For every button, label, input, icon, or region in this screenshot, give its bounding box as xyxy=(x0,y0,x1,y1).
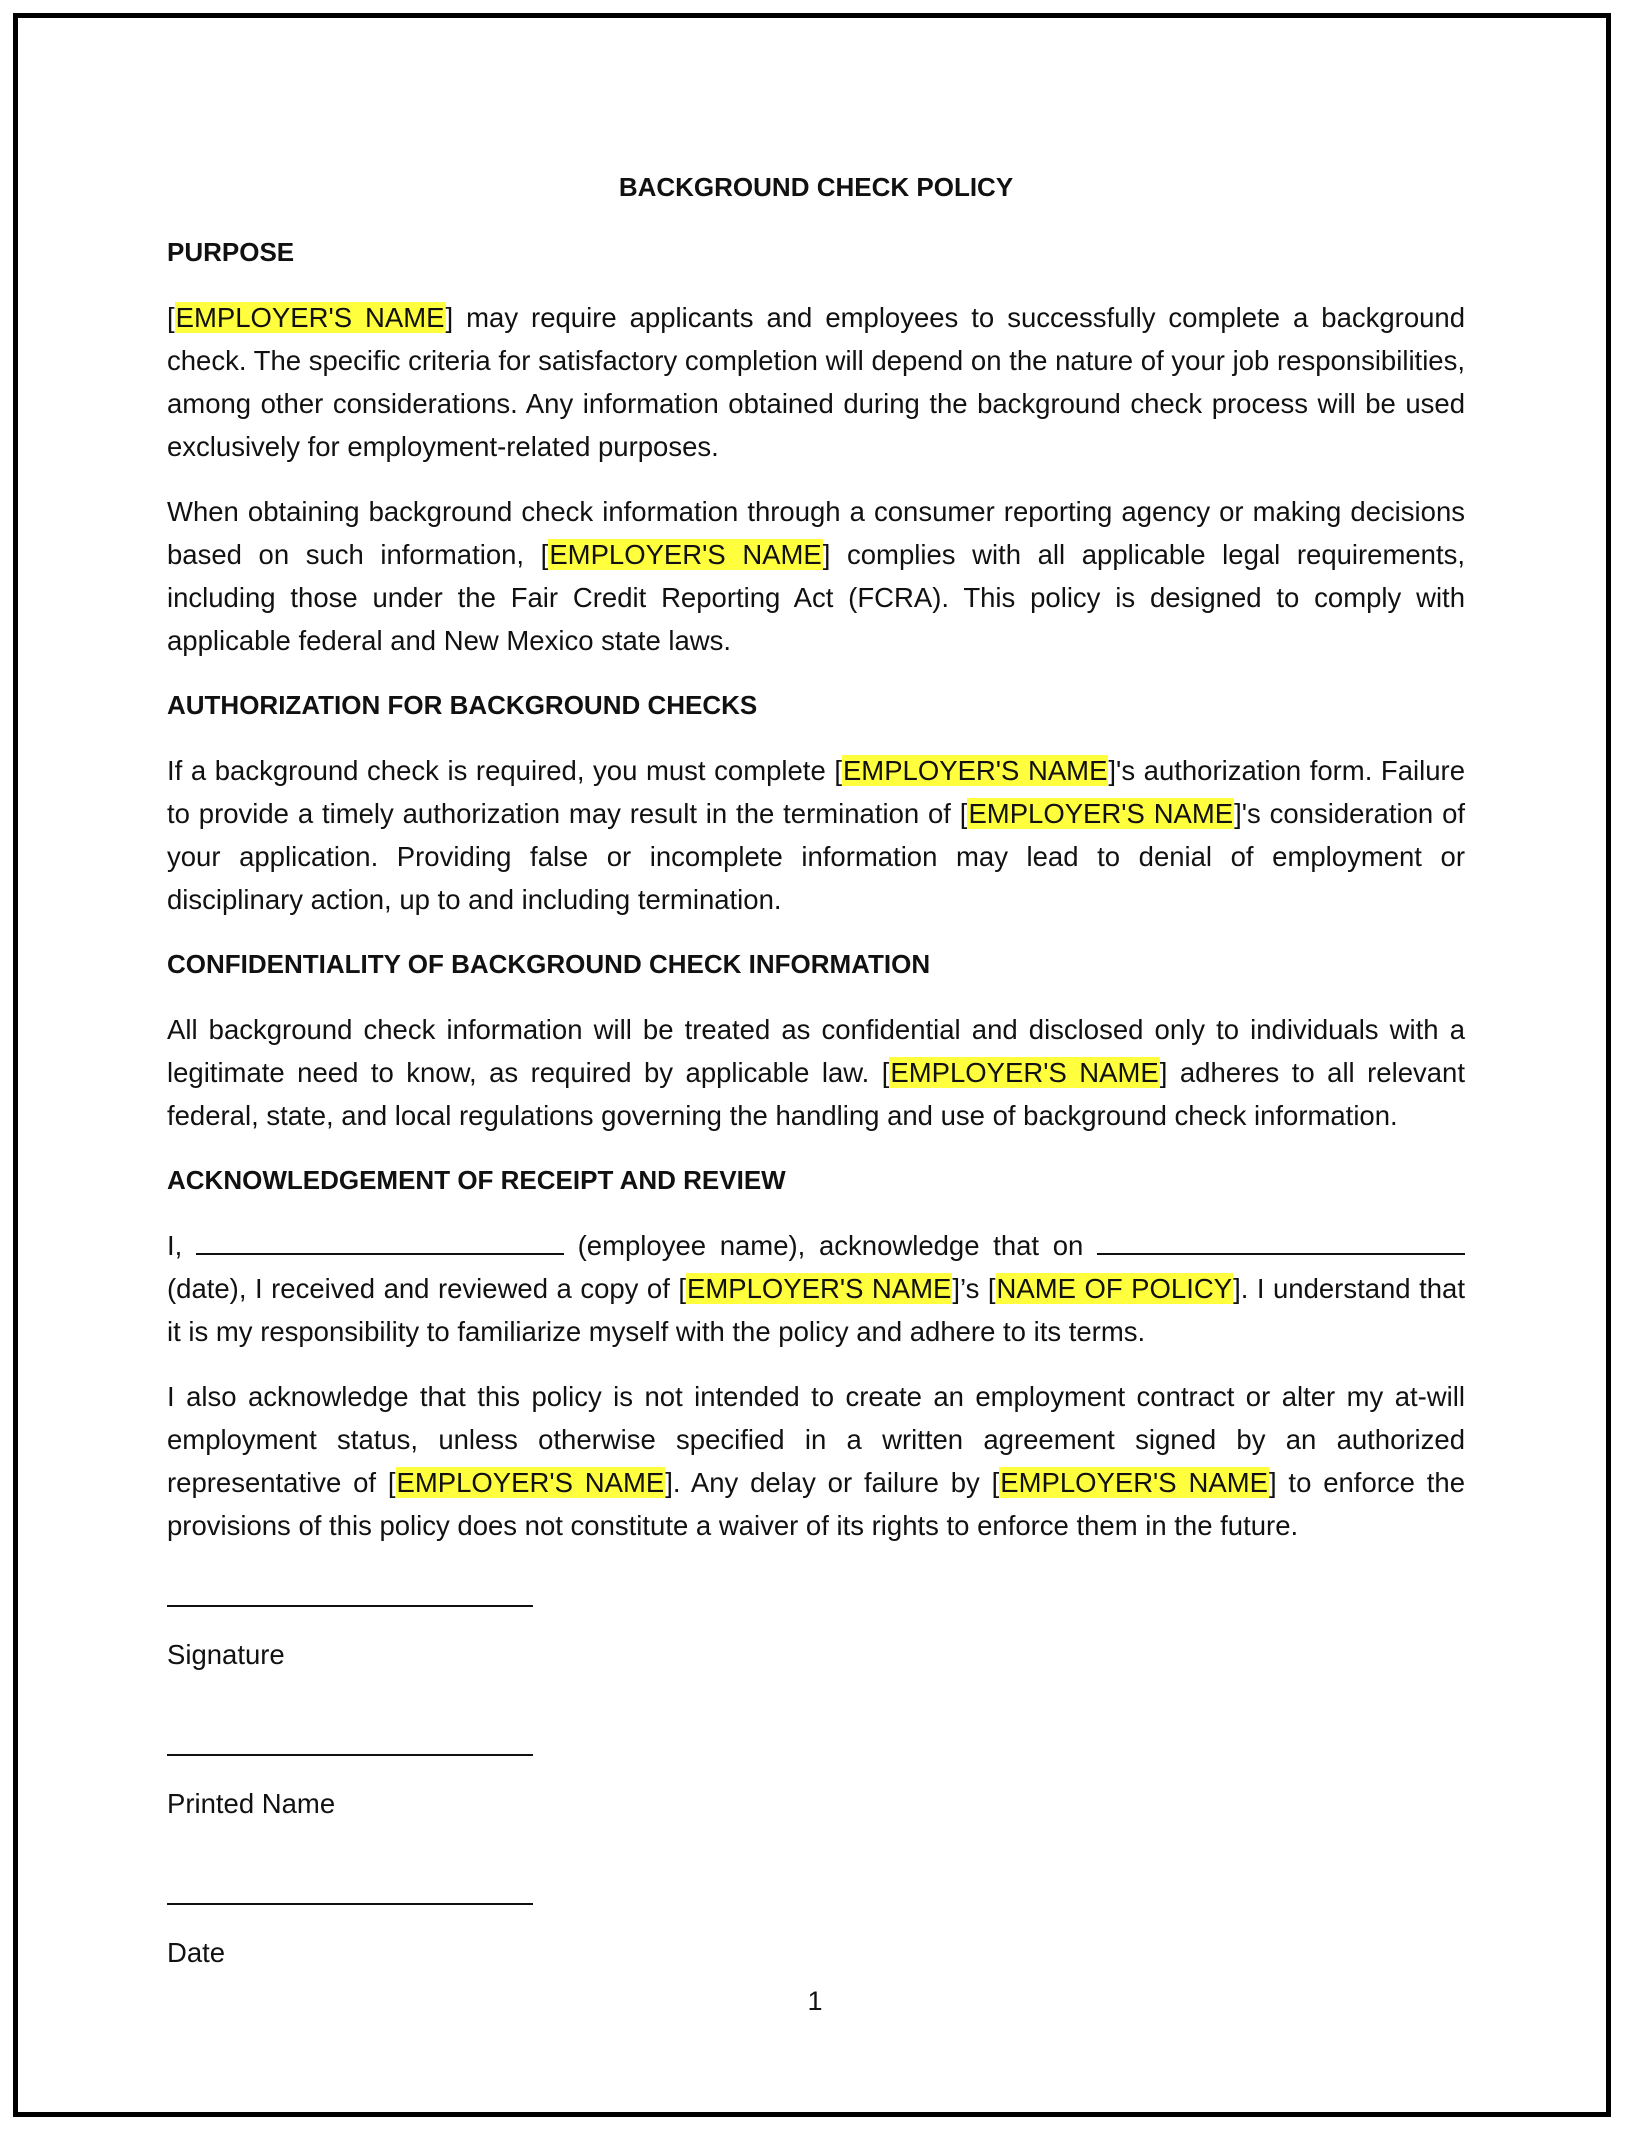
text-segment: ]. I understand that it is my responsibility to familiarize myself with the policy and adhere to its terms. xyxy=(167,1273,1465,1347)
employer-name-placeholder: EMPLOYER'S NAME xyxy=(1000,1467,1268,1498)
purpose-heading: PURPOSE xyxy=(167,237,295,267)
confidentiality-heading: CONFIDENTIALITY OF BACKGROUND CHECK INFORMATION xyxy=(167,949,931,979)
text-segment: (date), I received and reviewed a copy of [ xyxy=(167,1273,686,1304)
employer-name-placeholder: EMPLOYER'S NAME xyxy=(175,302,445,333)
authorization-paragraph xyxy=(167,749,1465,921)
signature-line[interactable] xyxy=(167,1571,533,1607)
page-number: 1 xyxy=(807,1986,823,2016)
signature-label: Signature xyxy=(167,1639,285,1670)
signature-block xyxy=(167,1571,1465,1974)
text-segment: If a background check is required, you must complete [ xyxy=(167,755,842,786)
text-segment: ] may require applicants and employees to successfully complete a background check. The specific criteria for satisfactory completion will depend on the nature of your job responsibilities, among other considerations. Any information obtained during the background check process will be used exclusively for employment-related purposes. xyxy=(167,302,1465,462)
policy-name-placeholder: NAME OF POLICY xyxy=(996,1273,1233,1304)
purpose-paragraph-1 xyxy=(167,296,1465,468)
purpose-paragraph-2 xyxy=(167,490,1465,662)
text-segment: When obtaining background check information through a consumer reporting agency or making decisions based on such information, [ xyxy=(167,496,1465,570)
text-segment: I also acknowledge that this policy is not intended to create an employment contract or alter my at-will employment status, unless otherwise specified in a written agreement signed by an authorized representative of [ xyxy=(167,1381,1465,1498)
date-line[interactable] xyxy=(167,1869,533,1905)
text-segment: (employee name), acknowledge that on xyxy=(563,1230,1097,1261)
employer-name-placeholder: EMPLOYER'S NAME xyxy=(687,1273,952,1304)
text-segment: ]. Any delay or failure by [ xyxy=(665,1467,1000,1498)
printed-name-label: Printed Name xyxy=(167,1788,336,1819)
employer-name-placeholder: EMPLOYER'S NAME xyxy=(549,539,822,570)
employee-name-blank[interactable] xyxy=(196,1225,564,1255)
acknowledgement-heading: ACKNOWLEDGEMENT OF RECEIPT AND REVIEW xyxy=(167,1165,786,1195)
text-segment: ] complies with all applicable legal requirements, including those under the Fair Credit Reporting Act (FCRA). This policy is designed to comply with applicable federal and New Mexico state laws. xyxy=(167,539,1466,656)
text-segment: I, xyxy=(167,1230,196,1261)
text-segment: ]'s authorization form. Failure to provide a timely authorization may result in the termination of [ xyxy=(167,755,1465,829)
date-blank[interactable] xyxy=(1097,1225,1465,1255)
acknowledgement-paragraph-1 xyxy=(167,1224,1465,1353)
employer-name-placeholder: EMPLOYER'S NAME xyxy=(890,1057,1159,1088)
text-segment: All background check information will be treated as confidential and disclosed only to individuals with a legitimate need to know, as required by applicable law. [ xyxy=(167,1014,1465,1088)
employer-name-placeholder: EMPLOYER'S NAME xyxy=(396,1467,665,1498)
authorization-heading: AUTHORIZATION FOR BACKGROUND CHECKS xyxy=(167,690,758,720)
document-title: BACKGROUND CHECK POLICY xyxy=(618,172,1014,202)
confidentiality-paragraph xyxy=(167,1008,1465,1137)
text-segment: ]'s consideration of your application. Providing false or incomplete information may lead to denial of employment or disciplinary action, up to and including termination. xyxy=(167,798,1465,915)
text-segment: ] adheres to all relevant federal, state, and local regulations governing the handling and use of background check information. xyxy=(167,1057,1465,1131)
text-segment: ]’s [ xyxy=(952,1273,996,1304)
employer-name-placeholder: EMPLOYER'S NAME xyxy=(842,755,1108,786)
text-segment: ] to enforce the provisions of this policy does not constitute a waiver of its rights to enforce them in the future. xyxy=(167,1467,1466,1541)
printed-name-line[interactable] xyxy=(167,1720,533,1756)
date-label: Date xyxy=(167,1937,226,1968)
text-segment: [ xyxy=(167,302,175,333)
employer-name-placeholder: EMPLOYER'S NAME xyxy=(968,798,1234,829)
acknowledgement-paragraph-2 xyxy=(167,1375,1465,1547)
document-body xyxy=(167,166,1465,2018)
